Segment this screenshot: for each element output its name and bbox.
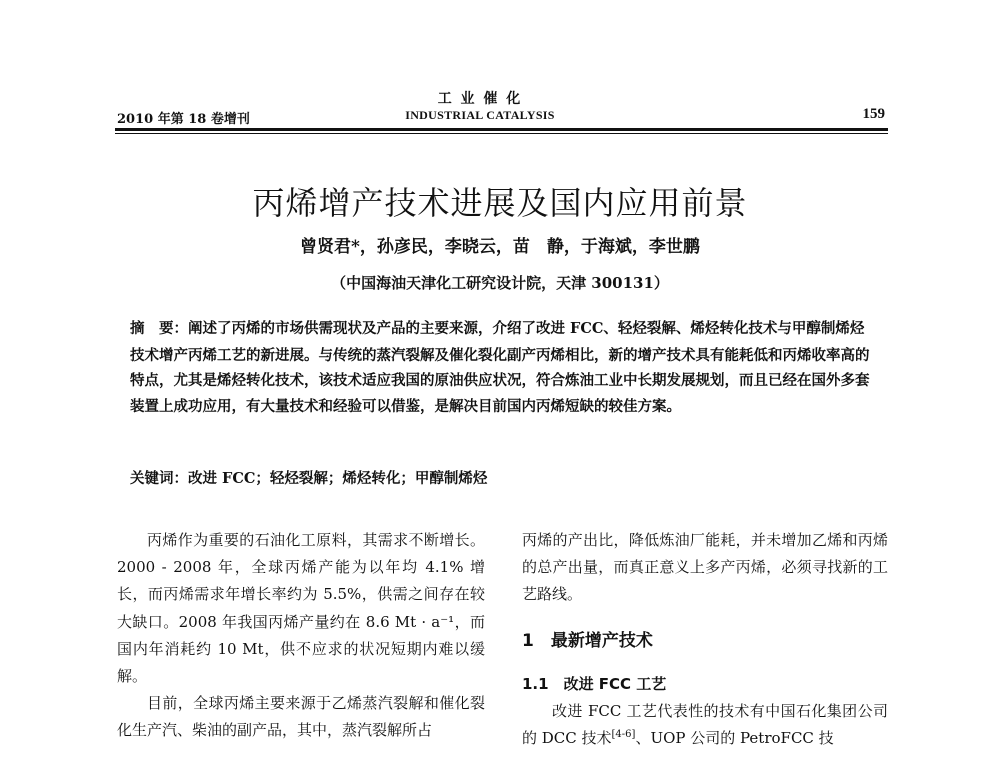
- body-paragraph: 丙烯的产出比，降低炼油厂能耗，并未增加乙烯和丙烯的总产出量，而真正意义上多产丙烯，必须寻找新的工艺路线。: [522, 531, 888, 604]
- abstract-label: 摘 要：: [130, 321, 188, 337]
- page-number: 159: [862, 106, 885, 122]
- running-header-issue: 2010 年第 18 卷增刊: [117, 112, 250, 127]
- body-text: 改进 FCC 工艺代表性的技术有中国石化集团公司的 DCC 技术: [522, 701, 888, 747]
- body-paragraph: 丙烯作为重要的石油化工原料，其需求不断增长。2000 - 2008 年，全球丙烯产能为以年均 4.1% 增长，而丙烯需求年增长率约为 5.5%，供需之间存在较大缺口。2008 年我国丙烯产量约在 8.6 Mt · a⁻¹，而国内年消耗约 10 Mt，供不应求的状况短期内难以缓解。: [117, 531, 485, 686]
- body-text: 、UOP 公司的 PetroFCC 技: [635, 728, 834, 747]
- running-header-journal: [380, 90, 580, 122]
- body-column-left: [117, 527, 485, 745]
- section-heading-1-1: 1.1 改进 FCC 工艺: [522, 674, 667, 693]
- header-rule-thick: [115, 128, 888, 131]
- journal-name-cn: 工 业 催 化: [437, 91, 523, 107]
- body-paragraph: [522, 698, 888, 752]
- section-heading-1: 1 最新增产技术: [522, 630, 653, 651]
- abstract-text: 阐述了丙烯的市场供需现状及产品的主要来源，介绍了改进 FCC、轻烃裂解、烯烃转化技术与甲醇制烯烃技术增产丙烯工艺的新进展。与传统的蒸汽裂解及催化裂化副产丙烯相比，新的增产技术具有能耗低和丙烯收率高的特点，尤其是烯烃转化技术，该技术适应我国的原油供应状况，符合炼油工业中长期发展规划，而且已经在国外多套装置上成功应用，有大量技术和经验可以借鉴，是解决目前国内丙烯短缺的较佳方案。: [130, 320, 870, 415]
- article-affiliation: （中国海油天津化工研究设计院，天津 300131）: [331, 274, 669, 292]
- keywords-text: 改进 FCC；轻烃裂解；烯烃转化；甲醇制烯烃: [188, 470, 488, 487]
- keywords: [130, 468, 873, 490]
- article-title: 丙烯增产技术进展及国内应用前景: [252, 184, 748, 222]
- journal-name-en: INDUSTRIAL CATALYSIS: [405, 108, 555, 122]
- header-rule-thin: [115, 133, 888, 134]
- article-authors: 曾贤君*，孙彦民，李晓云，苗 静，于海斌，李世鹏: [300, 237, 700, 257]
- abstract: [130, 316, 873, 419]
- body-column-right: [522, 527, 888, 752]
- keywords-label: 关键词：: [130, 471, 188, 487]
- citation-reference: [4-6]: [611, 728, 636, 740]
- body-paragraph: 目前，全球丙烯主要来源于乙烯蒸汽裂解和催化裂化生产汽、柴油的副产品，其中，蒸汽裂解所占: [117, 694, 485, 740]
